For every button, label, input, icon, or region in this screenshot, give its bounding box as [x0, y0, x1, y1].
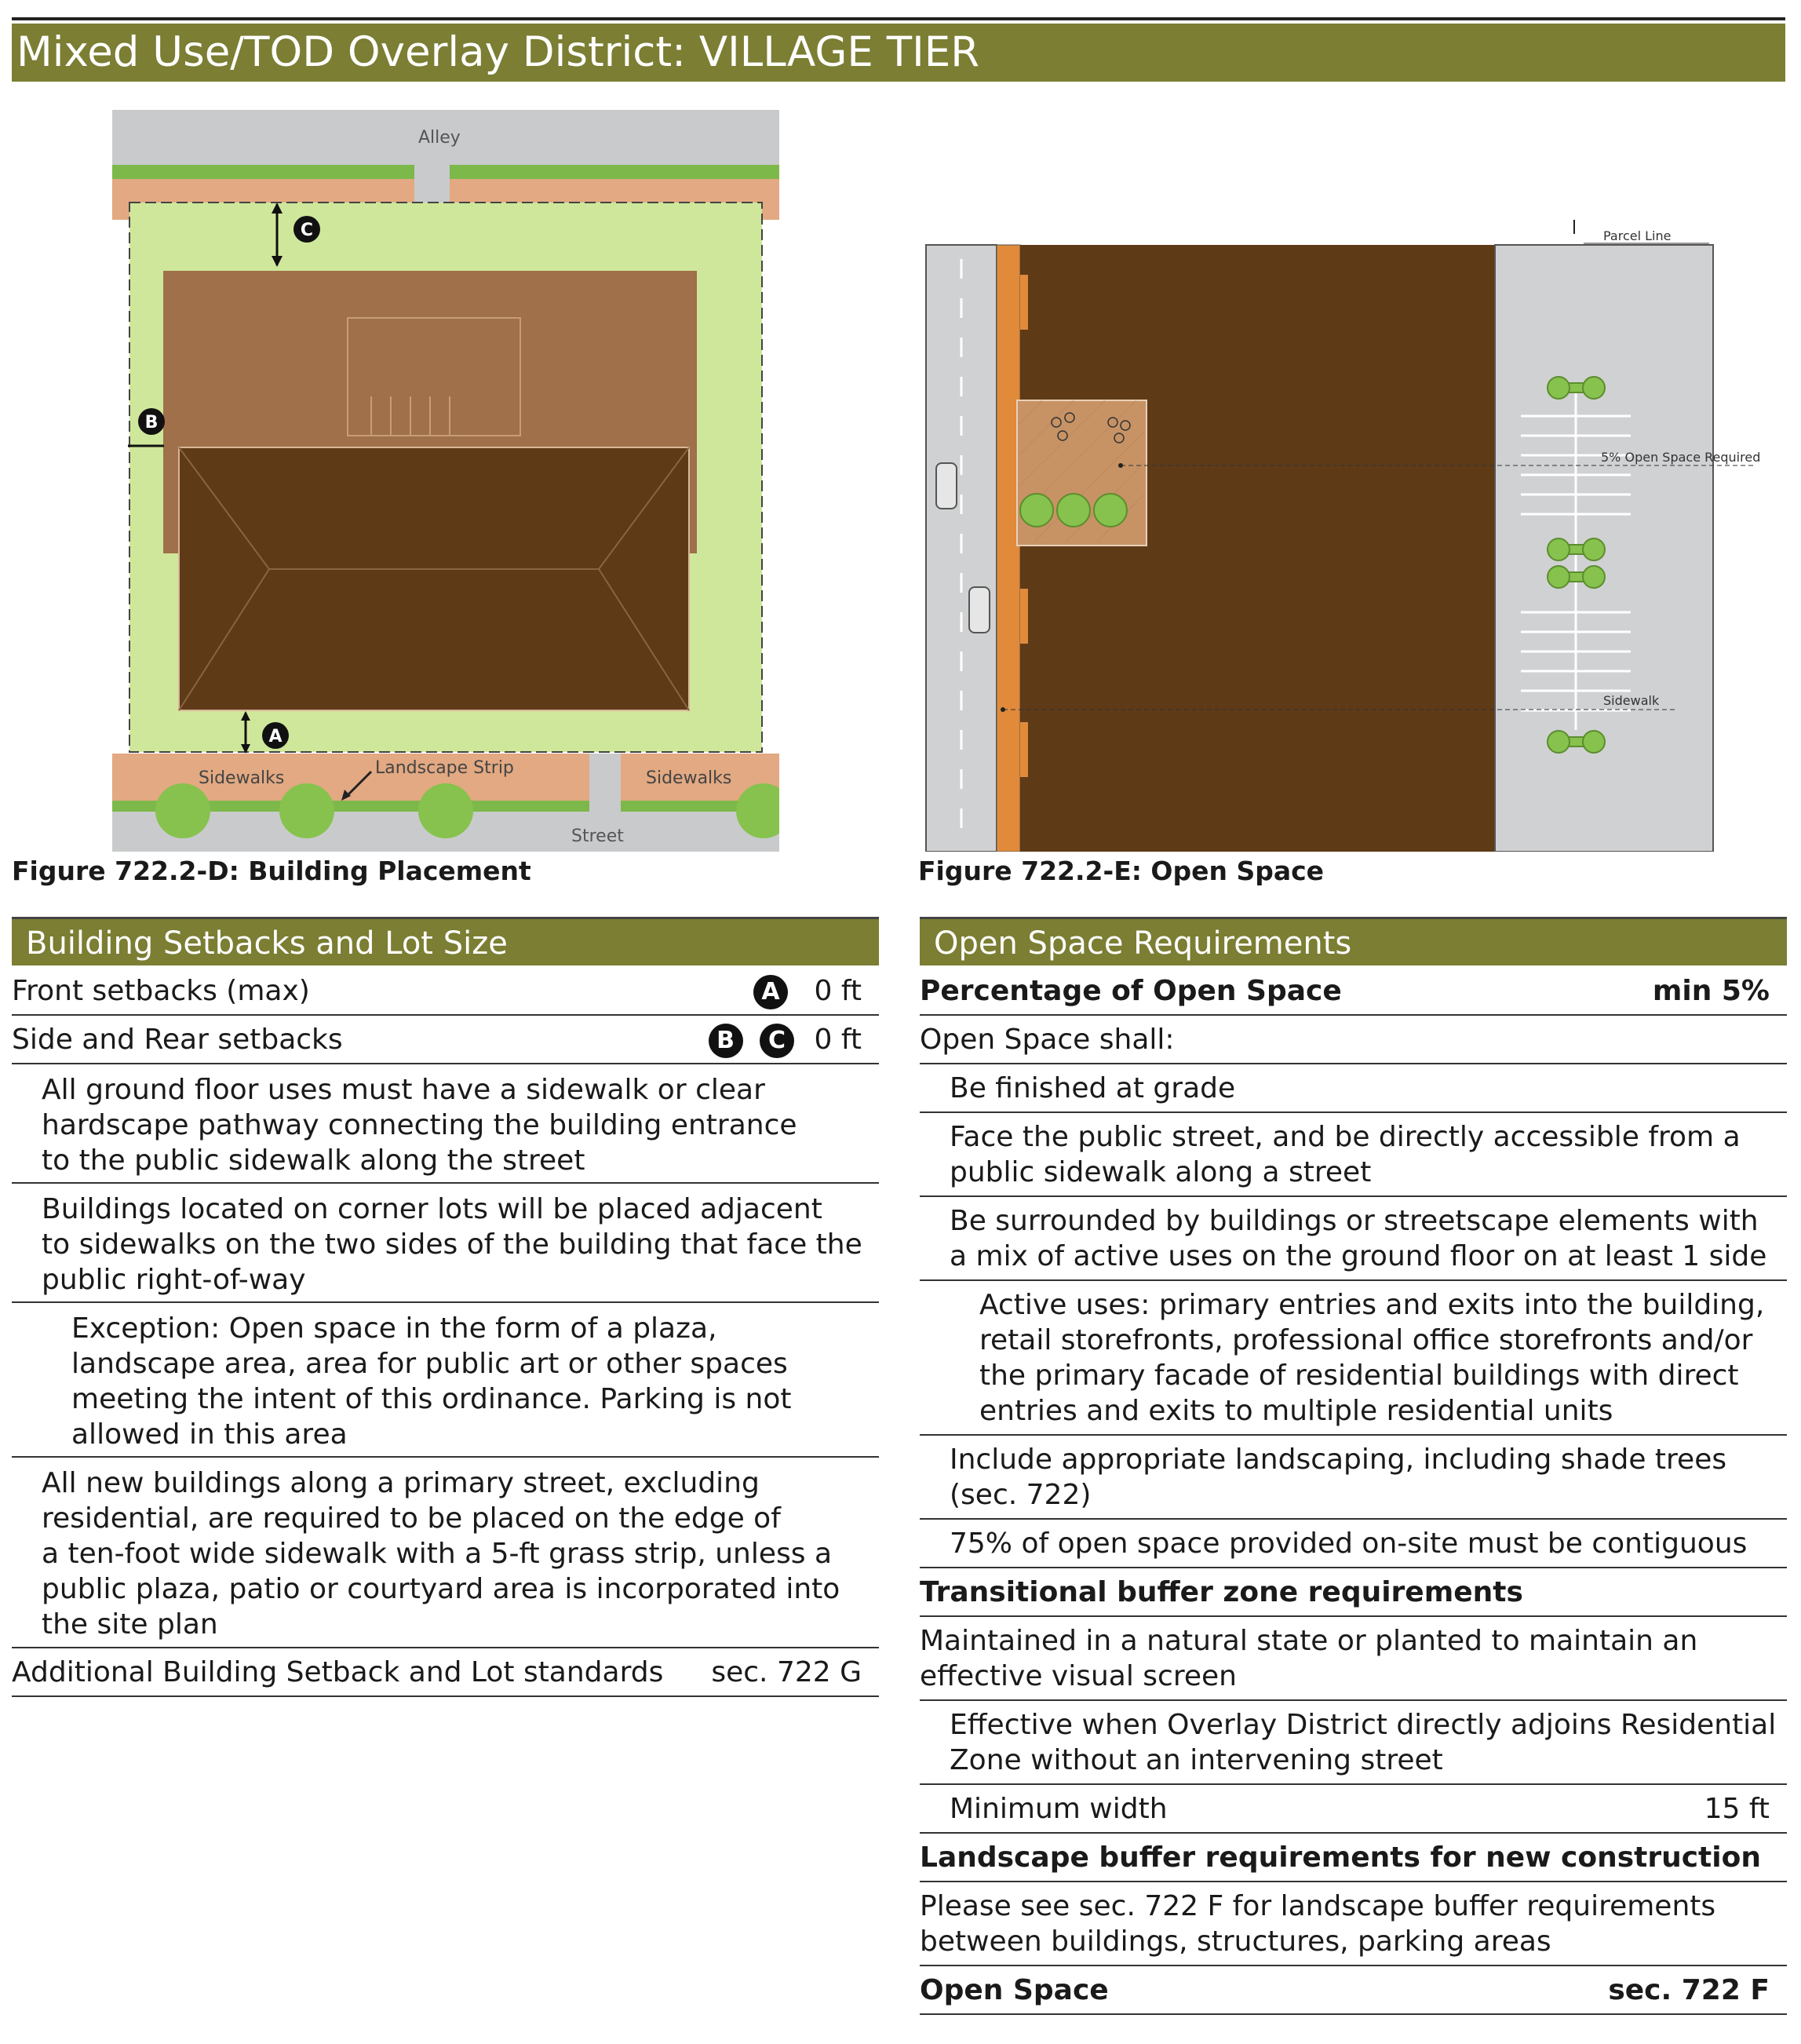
front-setbacks-value: 0 ft: [814, 975, 862, 1007]
text-line: hardscape pathway connecting the building entrance: [42, 1109, 797, 1141]
text-line: (sec. 722): [950, 1479, 1092, 1511]
row-open-space-ref: [920, 1966, 1787, 2015]
row-open-space-shall: [920, 1016, 1787, 1064]
text-line: Please see sec. 722 F for landscape buffer requirements: [920, 1890, 1716, 1922]
text-line: Face the public street, and be directly accessible from a: [950, 1121, 1741, 1153]
row-transitional-buffer: [920, 1568, 1787, 1617]
parcel-line-label: Parcel Line: [1603, 228, 1672, 243]
badge-a: A: [753, 975, 788, 1009]
text-line: Transitional buffer zone requirements: [920, 1576, 1523, 1608]
row-exception: [12, 1303, 879, 1458]
page-title: Mixed Use/TOD Overlay District: VILLAGE TIER: [12, 24, 1785, 82]
building-placement-figure: [112, 110, 779, 852]
top-rule: [12, 17, 1785, 20]
marker-b: B: [144, 413, 159, 433]
row-please-see: [920, 1882, 1787, 1966]
text-line: public plaza, patio or courtyard area is incorporated into: [42, 1573, 840, 1605]
text-line: to sidewalks on the two sides of the building that face the: [42, 1228, 862, 1261]
row-additional-standards: [12, 1648, 879, 1697]
section-header-open-space: Open Space Requirements: [920, 917, 1787, 965]
text-line: landscape area, area for public art or other spaces: [71, 1348, 788, 1380]
open-space-required-label: 5% Open Space Required: [1601, 450, 1761, 465]
alley-label: Alley: [418, 128, 461, 148]
text-line: public right-of-way: [42, 1264, 306, 1296]
text-line: Landscape buffer requirements for new construction: [920, 1841, 1761, 1874]
row-contiguous: [920, 1520, 1787, 1568]
text-line: between buildings, structures, parking areas: [920, 1925, 1551, 1958]
row-side-rear-setbacks: [12, 1016, 879, 1064]
row-front-setbacks: [12, 967, 879, 1016]
sidewalk-label: Sidewalk: [1603, 693, 1660, 708]
open-space-ref-label: Open Space: [920, 1974, 1109, 2006]
minimum-width-value: 15 ft: [1704, 1793, 1770, 1825]
additional-standards-label: Additional Building Setback and Lot standards: [12, 1656, 664, 1688]
row-ground-floor-sidewalk: [12, 1064, 879, 1184]
additional-standards-value: sec. 722 G: [711, 1656, 862, 1688]
landscape-strip-label: Landscape Strip: [375, 758, 514, 778]
text-line: the site plan: [42, 1608, 218, 1641]
side-rear-setbacks-label: Side and Rear setbacks: [12, 1024, 343, 1056]
row-corner-lots: [12, 1184, 879, 1303]
row-maintained: [920, 1617, 1787, 1701]
marker-c: C: [300, 221, 314, 240]
text-line: Open Space shall:: [920, 1024, 1175, 1056]
row-face-street: [920, 1113, 1787, 1197]
section-header-building-setbacks: Building Setbacks and Lot Size: [12, 917, 879, 965]
text-line: the primary facade of residential buildings with direct: [979, 1360, 1739, 1392]
row-landscaping: [920, 1436, 1787, 1520]
text-line: residential, are required to be placed on the edge of: [42, 1502, 781, 1535]
text-line: meeting the intent of this ordinance. Parking is not: [71, 1383, 792, 1415]
open-space-ref-value: sec. 722 F: [1608, 1974, 1770, 2006]
text-line: public sidewalk along a street: [950, 1156, 1372, 1188]
text-line: Zone without an intervening street: [950, 1744, 1443, 1776]
figure-caption-building-placement: Figure 722.2-D: Building Placement: [12, 856, 531, 886]
text-line: All ground floor uses must have a sidewalk or clear: [42, 1074, 765, 1106]
text-line: a ten-foot wide sidewalk with a 5-ft grass strip, unless a: [42, 1538, 832, 1570]
badge-c: C: [760, 1024, 794, 1058]
minimum-width-label: Minimum width: [950, 1793, 1168, 1825]
text-line: Active uses: primary entries and exits into the building,: [979, 1289, 1765, 1321]
text-line: Include appropriate landscaping, including shade trees: [950, 1444, 1727, 1476]
text-line: allowed in this area: [71, 1418, 348, 1451]
text-line: 75% of open space provided on-site must be contiguous: [950, 1528, 1748, 1560]
badge-b: B: [709, 1024, 743, 1058]
figure-caption-open-space: Figure 722.2-E: Open Space: [918, 856, 1325, 886]
sidewalks-right-label: Sidewalks: [646, 768, 732, 788]
row-active-uses: [920, 1281, 1787, 1436]
side-rear-setbacks-value: 0 ft: [814, 1024, 862, 1056]
percentage-value: min 5%: [1652, 975, 1770, 1007]
text-line: All new buildings along a primary street, excluding: [42, 1467, 760, 1499]
open-space-figure: [924, 212, 1796, 852]
row-minimum-width: [920, 1785, 1787, 1834]
row-finished-grade: [920, 1064, 1787, 1113]
text-line: to the public sidewalk along the street: [42, 1144, 585, 1177]
row-landscape-buffer: [920, 1834, 1787, 1882]
text-line: Exception: Open space in the form of a plaza,: [71, 1312, 717, 1345]
text-line: Be surrounded by buildings or streetscape elements with: [950, 1205, 1759, 1237]
front-setbacks-label: Front setbacks (max): [12, 975, 310, 1007]
text-line: Maintained in a natural state or planted to maintain an: [920, 1625, 1698, 1657]
text-line: a mix of active uses on the ground floor on at least 1 side: [950, 1240, 1767, 1272]
text-line: Buildings located on corner lots will be placed adjacent: [42, 1193, 822, 1225]
sidewalks-left-label: Sidewalks: [199, 768, 285, 788]
text-line: entries and exits to multiple residential units: [979, 1395, 1613, 1427]
row-effective: [920, 1701, 1787, 1785]
text-line: effective visual screen: [920, 1660, 1237, 1692]
text-line: Be finished at grade: [950, 1072, 1236, 1104]
row-percentage-open-space: [920, 967, 1787, 1016]
row-primary-street: [12, 1458, 879, 1648]
marker-a: A: [268, 727, 283, 746]
text-line: Effective when Overlay District directly adjoins Residential: [950, 1709, 1777, 1741]
percentage-label: Percentage of Open Space: [920, 975, 1342, 1007]
row-surrounded: [920, 1197, 1787, 1281]
street-label: Street: [571, 827, 624, 846]
text-line: retail storefronts, professional office storefronts and/or: [979, 1324, 1753, 1356]
